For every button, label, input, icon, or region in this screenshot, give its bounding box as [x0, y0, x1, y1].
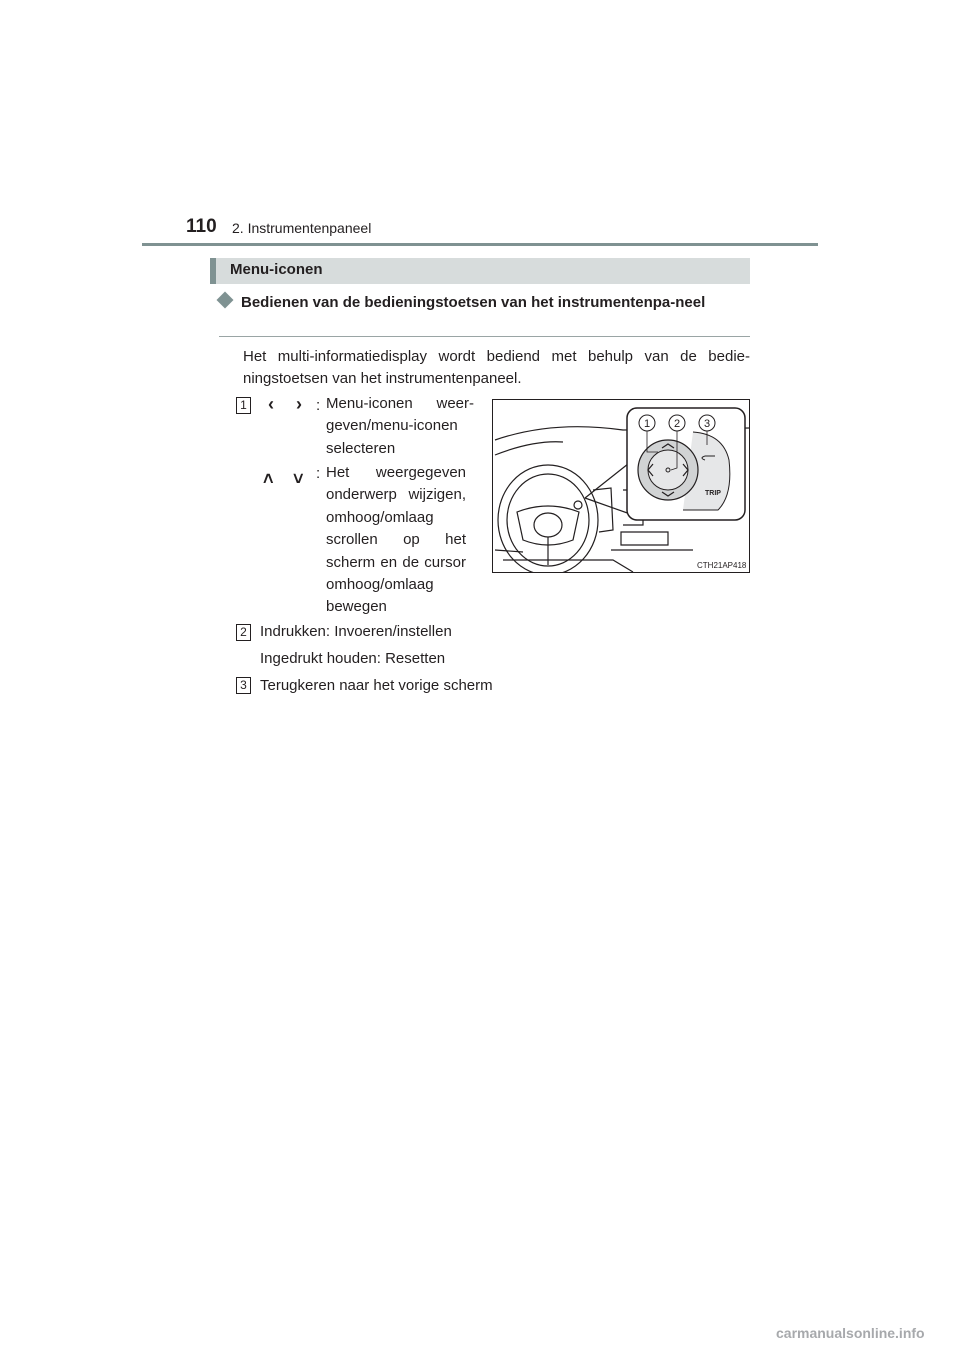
intro-paragraph: Het multi-informatiedisplay wordt bediend met behulp van de bedie-ningstoetsen van het instrumentenpaneel. [243, 348, 750, 387]
figure-callout-1: 1 [643, 418, 651, 430]
watermark-logo: carmanualsonline.info [776, 1325, 925, 1341]
chevron-up-icon: ˄ [263, 469, 274, 489]
item-number-1: 1 [236, 397, 251, 414]
item-2-line-1: Indrukken: Invoeren/instellen [260, 623, 452, 640]
steering-wheel-figure [492, 399, 750, 573]
item-number-3: 3 [236, 677, 251, 694]
subheading-text: Bedienen van de bedieningstoetsen van het instrumentenpa-neel [241, 294, 706, 311]
section-title: Menu-iconen [230, 261, 323, 278]
figure-callout-3: 3 [703, 418, 711, 430]
section-header [210, 258, 750, 284]
diamond-bullet-icon [217, 292, 234, 309]
figure-code: CTH21AP418 [697, 561, 747, 570]
subheading-rule [219, 336, 750, 337]
header-rule [142, 243, 818, 246]
item-3-line-1: Terugkeren naar het vorige scherm [260, 677, 493, 694]
steering-wheel-illustration [493, 400, 749, 572]
item-number-2: 2 [236, 624, 251, 641]
subheading [219, 291, 749, 315]
chevron-left-icon: ‹ [268, 394, 274, 414]
colon: : [316, 465, 321, 482]
item-2-line-2: Ingedrukt houden: Resetten [260, 650, 446, 667]
item-1-desc-a: Menu-iconen weer-geven/menu-iconen selecteren [326, 395, 474, 457]
chevron-right-icon: › [296, 394, 302, 414]
chevron-down-icon: ˅ [293, 469, 304, 489]
figure-callout-2: 2 [673, 418, 681, 430]
item-1-desc-b: Het weergegeven onderwerp wijzigen, omhoog/omlaag scrollen op het scherm en de cursor omhoog/omlaag bewegen [326, 464, 466, 616]
trip-button-label: TRIP [705, 490, 721, 497]
page-number: 110 [186, 216, 217, 237]
chapter-title: 2. Instrumentenpaneel [232, 220, 372, 236]
colon: : [316, 397, 321, 414]
